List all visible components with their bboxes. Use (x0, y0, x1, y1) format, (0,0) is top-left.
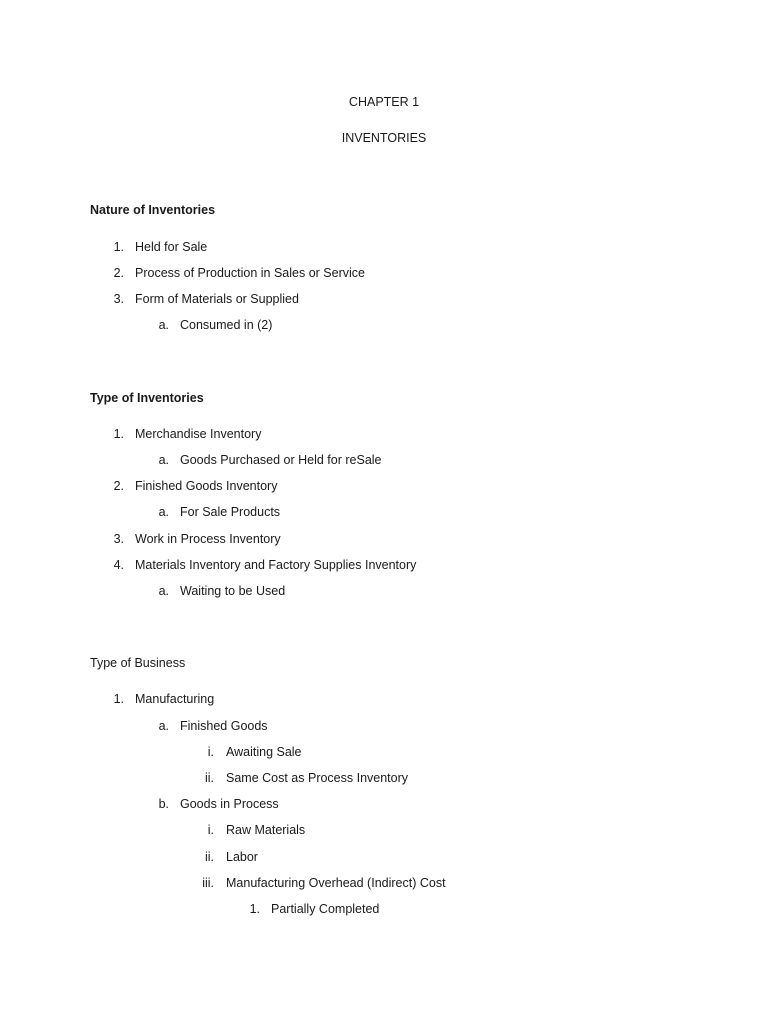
document-title: INVENTORIES (341, 131, 427, 145)
section-heading-business: Type of Business (90, 656, 186, 670)
list-item-text: Manufacturing (135, 692, 215, 706)
list-item-text: Raw Materials (226, 823, 306, 837)
list-marker: 3. (113, 532, 124, 546)
list-item-text: Partially Completed (271, 902, 380, 916)
list-item-text: Awaiting Sale (226, 745, 302, 759)
section-heading-types: Type of Inventories (90, 391, 204, 405)
list-item-text: Form of Materials or Supplied (135, 292, 299, 306)
list-item-text: Held for Sale (135, 240, 208, 254)
list-marker: 1. (113, 692, 124, 706)
list-marker: a. (158, 318, 169, 332)
list-marker: 2. (113, 266, 124, 280)
section-heading-nature: Nature of Inventories (90, 203, 216, 217)
list-marker: 2. (113, 479, 124, 493)
list-item-text: Work in Process Inventory (135, 532, 281, 546)
list-marker: 3. (113, 292, 124, 306)
list-item-text: Materials Inventory and Factory Supplies Inventory (135, 558, 417, 572)
list-item-text: Manufacturing Overhead (Indirect) Cost (226, 876, 446, 890)
list-marker: i. (207, 745, 214, 759)
list-marker: a. (158, 505, 169, 519)
list-marker: a. (158, 453, 169, 467)
list-item-text: Waiting to be Used (180, 584, 286, 598)
list-item-text: Finished Goods Inventory (135, 479, 278, 493)
list-marker: i. (207, 823, 214, 837)
list-marker: ii. (204, 771, 214, 785)
list-marker: ii. (204, 850, 214, 864)
list-marker: a. (158, 584, 169, 598)
list-item-text: Goods in Process (180, 797, 279, 811)
list-marker: a. (158, 719, 169, 733)
list-marker: 1. (113, 240, 124, 254)
list-item-text: For Sale Products (180, 505, 281, 519)
list-item-text: Same Cost as Process Inventory (226, 771, 409, 785)
list-item-text: Finished Goods (180, 719, 268, 733)
list-marker: 1. (113, 427, 124, 441)
list-item-text: Process of Production in Sales or Service (135, 266, 365, 280)
list-item-text: Consumed in (2) (180, 318, 273, 332)
list-marker: b. (158, 797, 169, 811)
list-item-text: Labor (226, 850, 258, 864)
list-marker: iii. (202, 876, 214, 890)
list-item-text: Merchandise Inventory (135, 427, 262, 441)
list-item-text: Goods Purchased or Held for reSale (180, 453, 382, 467)
chapter-label: CHAPTER 1 (348, 95, 420, 109)
list-marker: 1. (249, 902, 260, 916)
list-marker: 4. (113, 558, 124, 572)
